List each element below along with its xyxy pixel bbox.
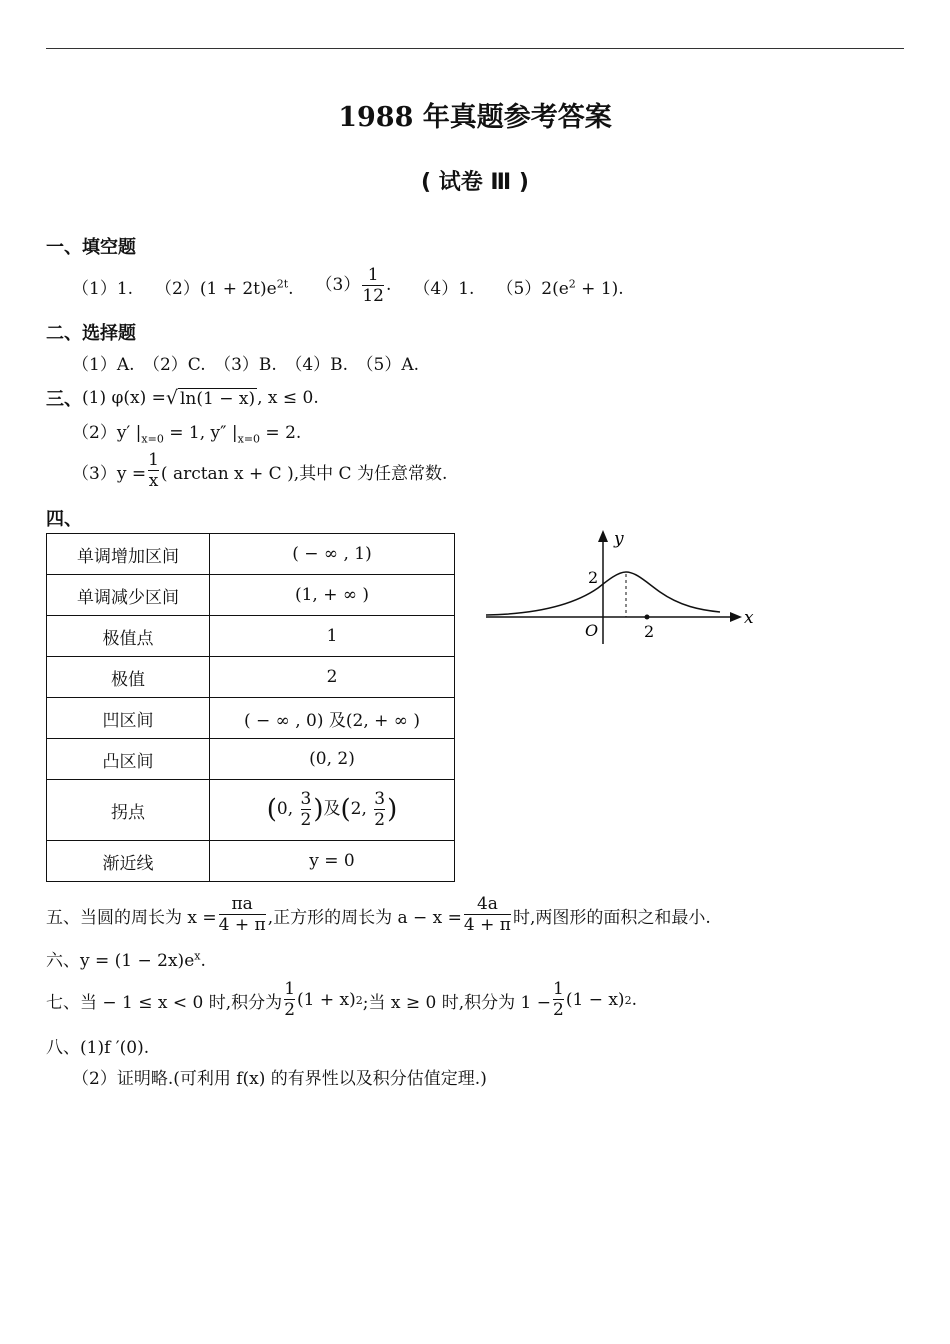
section-4-heading: 四、 bbox=[46, 509, 82, 530]
section-3-part-1: 三、 (1) φ(x) = √ ln(1 − x) , x ≤ 0. bbox=[46, 387, 319, 410]
table-cell-value: y = 0 bbox=[210, 841, 455, 882]
table-cell-value: 2 bbox=[210, 657, 455, 698]
table-cell-value: (0, $\frac{3}{2}$ )及(2, $\frac{3}{2}$ ) bbox=[210, 780, 455, 841]
x-axis-label: x bbox=[744, 608, 754, 628]
table-cell-label: 凹区间 bbox=[47, 698, 210, 739]
s1-answer-4: （4）1. bbox=[413, 278, 475, 299]
page-title: 1988 年真题参考答案 bbox=[338, 102, 612, 133]
origin-label: O bbox=[585, 621, 599, 640]
page-subtitle: ( 试卷 Ⅲ ) bbox=[421, 170, 529, 195]
section-8-part-1: 八、(1)f ′(0). bbox=[46, 1038, 150, 1058]
section-3-part-3: （3）y = $\frac{1}{x}$ ( arctan x + C ),其中 C 为任意常数. bbox=[72, 450, 448, 491]
s1-answer-1: （1）1. bbox=[72, 278, 134, 299]
top-rule bbox=[46, 48, 904, 49]
section-7: 七、当 − 1 ≤ x < 0 时,积分为 $\frac{1}{2}$ (1 + x) 2 ;当 x ≥ 0 时,积分为 1 − $\frac{1}{2}$ (1 − x) 2 . bbox=[46, 979, 637, 1020]
table-row bbox=[47, 534, 455, 575]
table-cell-label: 凸区间 bbox=[47, 739, 210, 780]
table-cell-label: 极值点 bbox=[47, 616, 210, 657]
table-row bbox=[47, 841, 455, 882]
x-tick-label: 2 bbox=[644, 622, 655, 641]
function-graph bbox=[480, 520, 770, 650]
table-cell-label: 极值 bbox=[47, 657, 210, 698]
section-1-answers bbox=[72, 266, 624, 306]
table-cell-label: 渐近线 bbox=[47, 841, 210, 882]
table-cell-label: 拐点 bbox=[47, 780, 210, 841]
table-row bbox=[47, 616, 455, 657]
table-cell-value: (1, + ∞ ) bbox=[210, 575, 455, 616]
x-axis-arrow bbox=[730, 612, 742, 622]
section-8-part-2: （2）证明略.(可利用 f(x) 的有界性以及积分估值定理.) bbox=[72, 1069, 487, 1089]
s1-answer-3: （3） $\frac{1}{12}$ . bbox=[315, 265, 392, 306]
table-cell-label: 单调增加区间 bbox=[47, 534, 210, 575]
section-3-label: 三、 bbox=[46, 389, 82, 410]
table-row bbox=[47, 698, 455, 739]
y-axis-arrow bbox=[598, 530, 608, 542]
properties-table bbox=[46, 533, 455, 882]
table-row bbox=[47, 657, 455, 698]
table-row bbox=[47, 780, 455, 841]
table-row bbox=[47, 739, 455, 780]
y-tick-label: 2 bbox=[588, 568, 599, 587]
section-1-heading: 一、填空题 bbox=[46, 237, 136, 258]
table-cell-value: ( − ∞ , 0) 及(2, + ∞ ) bbox=[210, 698, 455, 739]
s1-answer-5: $(5)2(e^2 + 1)$. bbox=[496, 276, 624, 299]
table-row bbox=[47, 575, 455, 616]
section-2-heading: 二、选择题 bbox=[46, 323, 136, 344]
section-2-answers: （1）A. （2）C. （3）B. （4）B. （5）A. bbox=[72, 355, 420, 375]
table-cell-value: ( − ∞ , 1) bbox=[210, 534, 455, 575]
section-6: 六、$y = (1 - 2x)e^x$. bbox=[46, 949, 206, 971]
table-cell-value: 1 bbox=[210, 616, 455, 657]
table-cell-value: (0, 2) bbox=[210, 739, 455, 780]
section-5: 五、当圆的周长为 x = $\frac{\pi a}{4 + \pi}$ ,正方形的周长为 a − x = $\frac{4a}{4 + \pi}$ 时,两图形的面积之和最小. bbox=[46, 894, 711, 935]
s1-answer-2: $(2)(1 + 2t)e^{2t}$. bbox=[155, 276, 294, 299]
x-tick-dot bbox=[645, 615, 650, 620]
y-axis-label: y bbox=[614, 529, 624, 549]
section-3-part-2: （2）y′ $|_{x=0} = 1$, y″ $|_{x=0} = 2$. bbox=[72, 423, 302, 446]
table-cell-label: 单调减少区间 bbox=[47, 575, 210, 616]
